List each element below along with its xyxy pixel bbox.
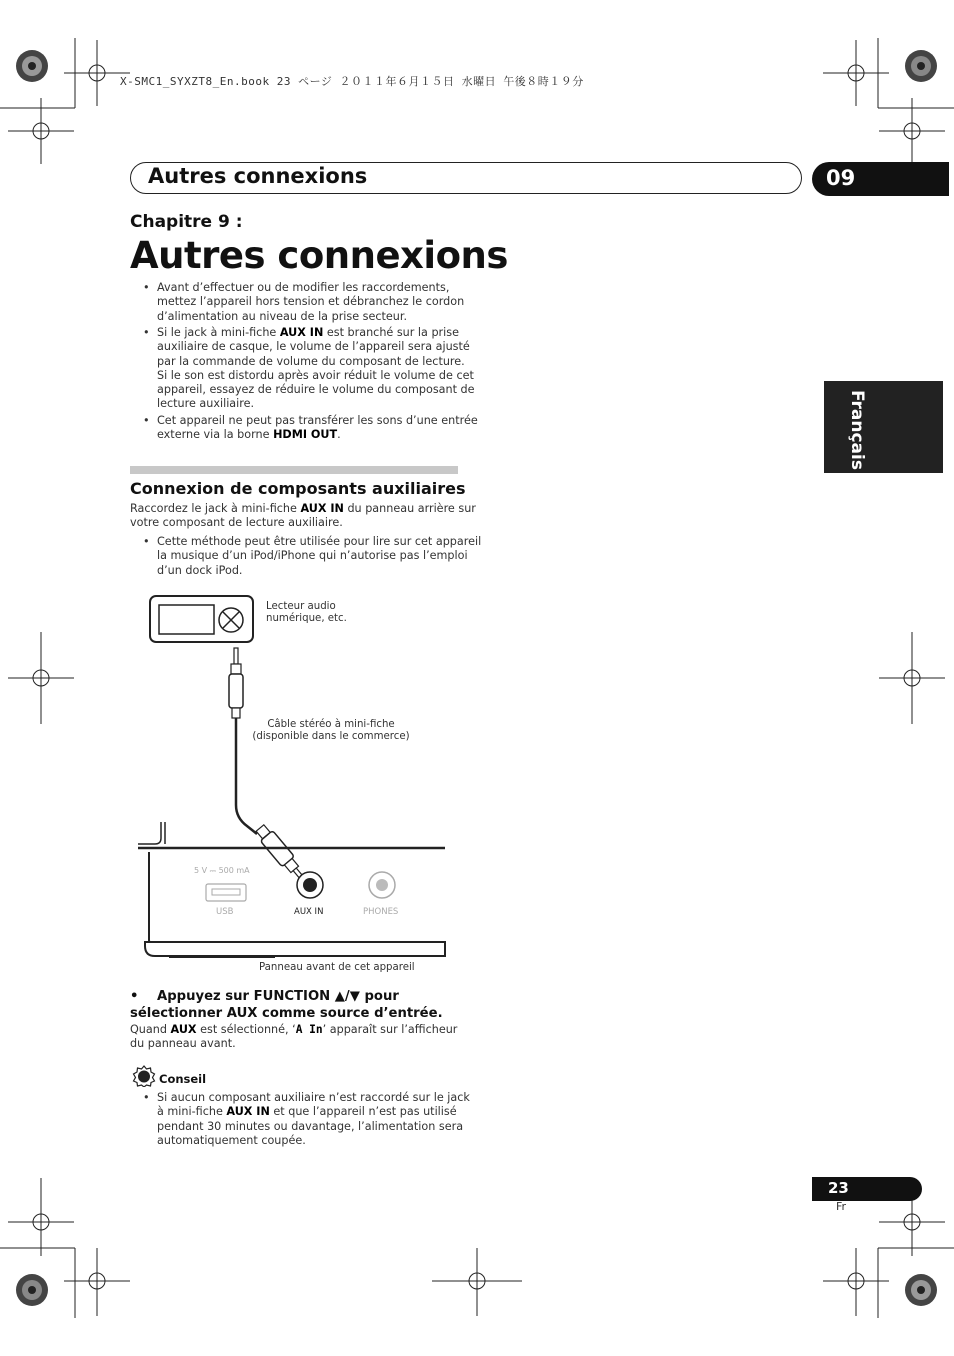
step-instruction: • Appuyez sur FUNCTION ▲/▼ pour sélectionner AUX comme source d’entrée. [130,989,443,1021]
page-number: 23 [828,1179,849,1197]
usb-label: USB [216,907,234,917]
language-tab-label: Français [847,390,867,470]
intro-bullet-1: • Avant d’effectuer ou de modifier les raccordements, mettez l’appareil hors tension et débranchez le cordon d’alimentation au niveau de la prise secteur. [143,281,465,323]
page-title: Autres connexions [130,234,508,277]
bullet-line: Avant d’effectuer ou de modifier les raccordements, [157,281,450,294]
aux-in-term: AUX IN [279,326,324,339]
usb-rating-label: 5 V ⎓ 500 mA [194,866,250,875]
section-divider [130,466,458,474]
intro-bullet-3: • Cet appareil ne peut pas transférer les sons d’une entrée externe via la borne HDMI OUT. [143,414,478,442]
bullet-line: mettez l’appareil hors tension et débranchez le cordon [157,295,465,309]
bullet-line: appareil, essayez de réduire le volume du composant de [157,383,475,397]
tip-title: Conseil [159,1072,207,1086]
chapter-number: 09 [826,166,856,190]
printer-info-line: X-SMC1_SYXZT8_En.book 23 ページ ２０１１年６月１５日 水曜日 午後８時１９分 [120,75,584,88]
step-description: Quand AUX est sélectionné, ‘A In’ apparaît sur l’afficheur du panneau avant. [130,1023,458,1051]
player-screen [159,605,214,634]
bullet-line: Si le son est distordu après avoir réduit le volume de cet [157,368,474,382]
section-paragraph: Raccordez le jack à mini-fiche AUX IN du panneau arrière sur votre composant de lecture auxiliaire. [130,502,476,530]
bullet-line: auxiliaire de casque, le volume de l’appareil sera ajusté [157,340,470,354]
aux-in-label: AUX IN [294,907,324,917]
bullet-line: par la commande de volume du composant de lecture. [157,354,465,368]
chapter-label: Chapitre 9 : [130,212,243,232]
section-bullet: • Cette méthode peut être utilisée pour lire sur cet appareil la musique d’un iPod/iPhone qui n’autorise pas l’emploi d’un dock iPod. [143,535,482,577]
hdmi-out-term: HDMI OUT [273,428,338,442]
section-title: Connexion de composants auxiliaires [130,479,466,498]
phones-label: PHONES [363,907,399,917]
header-title: Autres connexions [148,164,368,188]
bullet-line: externe via la borne HDMI OUT. [157,428,341,442]
bullet-line: lecture auxiliaire. [157,397,255,411]
language-tab [824,381,943,473]
cable-label: Câble stéréo à mini-fiche (disponible dans le commerce) [252,719,410,742]
player-label: Lecteur audio numérique, etc. [266,601,347,624]
bullet-line: Si le jack à mini-fiche AUX IN est branché sur la prise [157,326,459,339]
intro-bullet-2: • Si le jack à mini-fiche AUX IN est branché sur la prise auxiliaire de casque, le volume de l’appareil sera ajusté par la commande de volume du composant de lecture. Si le son est distordu après avoir réduit le volume de cet appareil, essayez de réduire le volume du composant de lecture auxiliaire. [143,326,475,411]
panel-caption: Panneau avant de cet appareil [259,962,415,973]
bullet-line: d’alimentation au niveau de la prise secteur. [157,309,408,323]
page-language-code: Fr [836,1200,847,1213]
tip-icon [132,1065,156,1087]
display-indicator: A In [295,1023,323,1036]
tip-bullet: • Si aucun composant auxiliaire n’est raccordé sur le jack à mini-fiche AUX IN et que l’appareil n’est pas utilisé pendant 30 minutes ou davantage, l’alimentation sera automatiquement coupée. [143,1091,470,1147]
upper-mini-plug [229,648,243,718]
bullet-line: Cet appareil ne peut pas transférer les sons d’une entrée [157,414,478,427]
